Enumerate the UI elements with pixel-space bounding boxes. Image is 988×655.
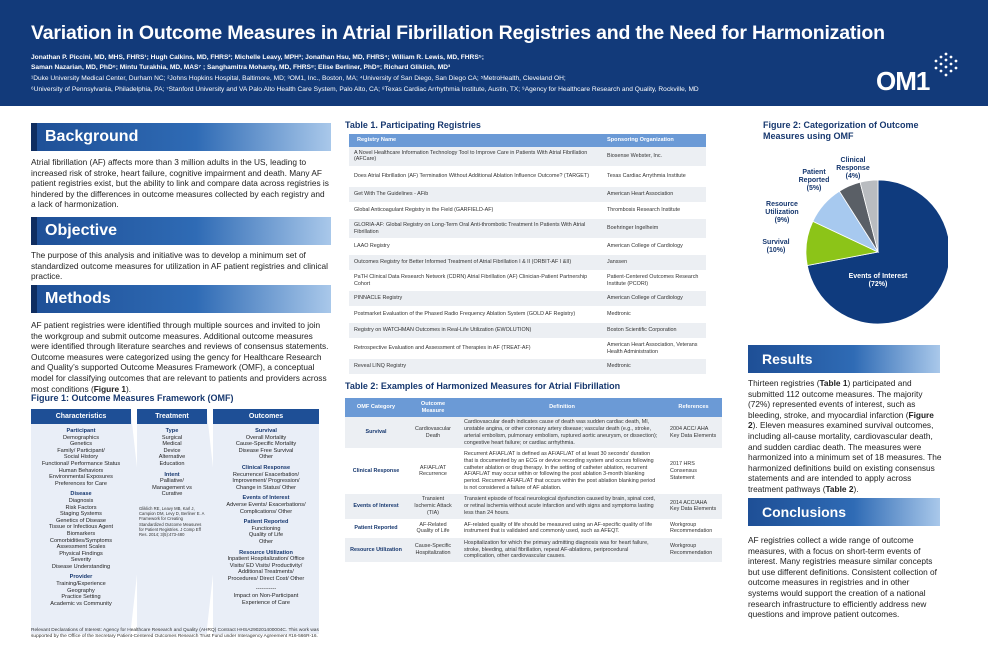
omf-outcomes-item: Change in Status/ Other — [235, 484, 296, 491]
omf-characteristics-item: Demographics — [62, 434, 100, 441]
definition-cell: Hospitalization for which the primary admitting diagnosis was for heart failure, stroke, bleeding, atrial fibrillation, repeat AF-ablations, periprocedural complication, other cardiovascular causes. — [459, 537, 665, 562]
methods-heading: Methods — [31, 285, 331, 313]
table-row — [349, 291, 706, 307]
table2-reference: Table 2 — [825, 483, 854, 494]
omf-characteristics-item: Risk Factors — [65, 504, 97, 511]
sponsor-cell: American College of Cardiology — [602, 291, 706, 307]
table-row — [345, 417, 722, 448]
sponsor-cell: Thrombosis Research Institute — [602, 203, 706, 219]
omf-characteristics-item: Tissue or Infectious Agent — [48, 524, 114, 531]
omf-characteristics-item: Training/Experience — [56, 581, 106, 588]
omf-characteristics-item: Social History — [63, 454, 99, 461]
omf-characteristics-header: Characteristics — [31, 409, 131, 424]
objective-heading: Objective — [31, 217, 331, 245]
sponsor-cell: Boehringer Ingelheim — [602, 219, 706, 239]
omf-characteristics-item: Academic vs Community — [50, 600, 112, 607]
omf-outcomes-item: Overall Mortality — [245, 434, 287, 441]
methods-text: AF patient registries were identified through multiple sources and invited to join the workgroup and submit outcome measures. Additional outcome measures were identified through literature searches and reviews of consensus statements. Outcome measures were categorized using the gency for Healthcare Research and Quality’s supported Outcome Measures Framework (OMF), a conceptual model for classifying outcomes that are relevant to patients and providers across most conditions (Figure 1). — [31, 320, 329, 394]
omf-outcomes-body — [213, 424, 319, 634]
omf-outcomes-item: Impact on Non-Participant — [233, 593, 299, 600]
omf-treatment-column — [137, 409, 207, 634]
omf-treatment-item: Palliative/ — [160, 478, 184, 485]
registry-name-cell: Get With The Guidelines - AFib — [349, 187, 602, 203]
pie-label-percent: (5%) — [806, 185, 822, 192]
reference-cell: Workgroup Recommendation — [665, 519, 722, 537]
omf-treatment-item: Management vs — [152, 484, 192, 491]
omf-outcomes-group-title: Survival — [255, 428, 277, 434]
registry-name-cell: Retrospective Evaluation and Assessment of Therapies in AF (TREAT-AF) — [349, 339, 602, 359]
table-row — [349, 167, 706, 187]
omf-characteristics-item: Human Behaviors — [58, 467, 104, 474]
table1-title: Table 1. Participating Registries — [345, 120, 481, 130]
pie-label-percent: (9%) — [774, 217, 790, 224]
figure2-reference: Figure 2 — [748, 409, 934, 431]
pie-label-text: Patient — [802, 169, 826, 176]
reference-cell: 2004 ACC/ AHA Key Data Elements — [665, 417, 722, 448]
omf-outcomes-item: Visits/ ED Visits/ Productivity/ — [229, 562, 303, 569]
sponsor-cell: American Heart Association — [602, 187, 706, 203]
pie-label-text: Clinical — [840, 157, 866, 164]
table-row — [349, 359, 706, 375]
omf-outcomes-group-title: Clinical Response — [241, 464, 291, 471]
table1-header-row — [349, 134, 706, 147]
omf-treatment-item: Education — [159, 460, 185, 467]
category-cell: Survival — [345, 417, 407, 448]
table-row — [349, 187, 706, 203]
omf-characteristics-group-title: Disease — [70, 491, 92, 498]
table-row — [345, 519, 722, 537]
omf-characteristics-column — [31, 409, 131, 634]
reference-cell: Workgroup Recommendation — [665, 537, 722, 562]
definition-cell: Recurrent AF/AFL/AT is defined as AF/AFL/AT of at least 30 seconds' duration that is documented by an ECG or device recording system and occurs following catheter ablation or drug therapy. In the setting of catheter ablation, recurrent AF/AFL/AT may occur within or following the post ablation 3-month blanking period. Recurrent AF/AFL/AT that occurs within the post ablation blanking period is not considered a failure of AF ablation. — [459, 449, 665, 494]
table-row — [349, 271, 706, 291]
omf-outcomes-item: Functioning — [251, 525, 281, 532]
omf-outcomes-header: Outcomes — [213, 409, 319, 424]
omf-characteristics-item: Practice Setting — [61, 594, 101, 601]
reference-cell: 2017 HRS Consensus Statement — [665, 449, 722, 494]
table2-header-category: OMF Category — [345, 398, 407, 417]
omf-characteristics-item: Biomarkers — [66, 530, 96, 537]
omf-outcomes-item: ----------- — [255, 586, 277, 593]
omf-outcomes-item: Other — [259, 454, 273, 461]
omf-outcomes-item: Other — [259, 538, 273, 545]
table-row — [345, 494, 722, 519]
measure-cell: Cardiovascular Death — [407, 417, 459, 448]
measure-cell: AF-Related Quality of Life — [407, 519, 459, 537]
omf-characteristics-item: Comorbidities/Symptoms — [49, 537, 113, 544]
sponsor-cell: Janssen — [602, 255, 706, 271]
results-heading: Results — [748, 345, 940, 373]
table2-header-measure: Outcome Measure — [407, 398, 459, 417]
figure1-reference: Figure 1 — [93, 383, 126, 394]
table1-header-registry: Registry Name — [349, 134, 602, 147]
omf-outcomes-group-title: Events of Interest — [242, 495, 290, 502]
omf-characteristics-item: Staging Systems — [60, 511, 102, 518]
omf-outcomes-item: Improvement/ Progression/ — [232, 478, 300, 485]
figure1-title: Figure 1: Outcome Measures Framework (OMF) — [31, 393, 234, 403]
omf-outcomes-item: Experience of Care — [242, 599, 290, 606]
disclosure-text: Relevant Declarations of Interest: Agency for Healthcare Research and Quality (AHRQ) Contract HHSA290201400004C. This work was supported by the Office of the Secretary Patient-Centered Outcomes Research Trust Fund under Interagency Agreement #16-566R-16. — [31, 628, 319, 639]
registry-name-cell: LAAO Registry — [349, 239, 602, 255]
pie-label-percent: (4%) — [845, 173, 861, 180]
figure2-title: Figure 2: Categorization of Outcome Measures using OMF — [763, 120, 919, 141]
omf-outcomes-item: Inpatient Hospitalization/ Office — [227, 556, 305, 563]
table-row — [349, 239, 706, 255]
omf-outcomes-item: Cause-Specific Mortality — [235, 441, 297, 448]
registry-name-cell: Does Atrial Fibrillation (AF) Termination Without Additional Ablation Influence Outcome? (TARGET) — [349, 167, 602, 187]
omf-characteristics-item: Genetics of Disease — [55, 517, 107, 524]
results-text: Thirteen registries (Table 1) participated and submitted 112 outcome measures. The majority (72%) represented events of interest, such as bleeding, stroke, and myocardial infarction (Figure 2). Eleven measures examined survival outcomes, including all-cause mortality, cardiovascular death, and sudden cardiac death. The measures were harmonized into a minimum set of 18 measures. The harmonized definitions build on existing consensus statements and are intended to apply across treatment pathways (Table 2). — [748, 378, 942, 494]
omf-characteristics-item: Geography — [67, 587, 95, 594]
table2-title: Table 2: Examples of Harmonized Measures for Atrial Fibrillation — [345, 381, 621, 391]
omf-outcomes-column — [213, 409, 319, 634]
omf-outcomes-item: Quality of Life — [248, 532, 284, 539]
registry-name-cell: Reveal LINQ Registry — [349, 359, 602, 375]
affiliations-line-1: ¹Duke University Medical Center, Durham NC; ²Johns Hopkins Hospital, Baltimore, MD; ³OM1, Inc., Boston, MA; ⁴University of San Diego, San Diego CA; ⁵MetroHealth, Cleveland OH; — [31, 75, 566, 82]
registry-name-cell: PINNACLE Registry — [349, 291, 602, 307]
omf-outcomes-item: Adverse Events/ Exacerbations/ — [226, 501, 306, 508]
omf-characteristics-item: Preferences for Care — [55, 480, 107, 487]
sponsor-cell: Biosense Webster, Inc. — [602, 147, 706, 167]
registry-name-cell: Postmarket Evaluation of the Phased Radio Frequency Ablation System (GOLD AF Registry) — [349, 307, 602, 323]
sponsor-cell: American College of Cardiology — [602, 239, 706, 255]
omf-outcomes-group-title: Resource Utilization — [239, 549, 293, 556]
category-cell: Patient Reported — [345, 519, 407, 537]
conclusions-heading: Conclusions — [748, 498, 940, 526]
om1-logo — [876, 52, 956, 96]
registry-name-cell: A Novel Healthcare Information Technology Tool to Improve Care in Patients With Atrial Fibrillation (AFCare) — [349, 147, 602, 167]
omf-treatment-header: Treatment — [137, 409, 207, 424]
omf-outcomes-item: Disease Free Survival — [238, 447, 294, 454]
authors-line-1: Jonathan P. Piccini, MD, MHS, FHRS¹; Hugh Calkins, MD, FHRS²; Michelle Leavy, MPH³; Jonathan Hsu, MD, FHRS⁴; William R. Lewis, MD, FHRS⁵; — [31, 54, 485, 61]
table-row — [349, 323, 706, 339]
table2-header-definition: Definition — [459, 398, 665, 417]
table2-header-references: References — [665, 398, 722, 417]
table1-header-sponsor: Sponsoring Organization — [602, 134, 706, 147]
category-cell: Events of Interest — [345, 494, 407, 519]
registry-name-cell: Registry on WATCHMAN Outcomes in Real-Life Utilization (EWOLUTION) — [349, 323, 602, 339]
omf-treatment-group-title: Type — [165, 428, 179, 434]
poster-title: Variation in Outcome Measures in Atrial Fibrillation Registries and the Need for Harmonization — [31, 22, 885, 44]
pie-label-text: Utilization — [765, 209, 799, 216]
author-list — [31, 53, 851, 72]
omf-outcomes-item: Recurrence/ Exacerbation/ — [232, 471, 300, 478]
omf-treatment-item: Device — [163, 447, 181, 454]
sponsor-cell: Medtronic — [602, 359, 706, 375]
background-heading: Background — [31, 123, 331, 151]
reference-cell: 2014 ACC/AHA Key Data Elements — [665, 494, 722, 519]
registry-name-cell: Outcomes Registry for Better Informed Treatment of Atrial Fibrillation I & II (ORBIT-AF I &II) — [349, 255, 602, 271]
omf-outcomes-item: Procedures/ Direct Cost/ Other — [227, 575, 305, 582]
omf-outcomes-item: Additional Treatments/ — [238, 569, 294, 576]
sponsor-cell: American Heart Association, Veterans Health Administration — [602, 339, 706, 359]
omf-characteristics-item: Disease Understanding — [51, 563, 111, 570]
omf-treatment-item: Curative — [161, 491, 183, 498]
table-row — [349, 339, 706, 359]
pie-label-percent: (72%) — [868, 281, 888, 288]
omf-treatment-item: Surgical — [161, 434, 183, 441]
background-text: Atrial fibrillation (AF) affects more than 3 million adults in the US, leading to increased risk of stroke, heart failure, cognitive impairment and death. Many AF patient registries exist, but the ability to link and compare data across registries is hindered by the differences in outcome measures collected by each registry and a lack of harmonization. — [31, 157, 329, 210]
pie-label-text: Resource — [766, 201, 798, 208]
omf-characteristics-item: Severity — [70, 557, 92, 564]
pie-label-text: Reported — [798, 177, 830, 184]
table-row — [349, 147, 706, 167]
objective-text: The purpose of this analysis and initiative was to develop a minimum set of standardized outcome measures for utilization in AF patient registries and clinical practice. — [31, 250, 328, 282]
omf-treatment-body — [137, 424, 207, 634]
omf-characteristics-body — [31, 424, 131, 634]
measure-cell: Cause-Specific Hospitalization — [407, 537, 459, 562]
poster-header — [0, 0, 988, 106]
registries-table — [349, 134, 706, 375]
measure-cell: AF/AFL/AT Recurrence — [407, 449, 459, 494]
omf-characteristics-item: Functional/ Performance Status — [41, 460, 121, 467]
logo-text: OM1 — [876, 66, 930, 96]
omf-characteristics-group-title: Participant — [66, 428, 96, 434]
table-row — [345, 449, 722, 494]
registry-name-cell: GLORIA-AF: Global Registry on Long-Term Oral Anti-thrombotic Treatment In Patients With Atrial Fibrillation — [349, 219, 602, 239]
table-row — [349, 307, 706, 323]
pie-label-text: Survival — [762, 239, 790, 246]
category-cell: Resource Utilization — [345, 537, 407, 562]
logo-dots-icon — [933, 52, 959, 78]
table2-header-row — [345, 398, 722, 417]
table-row — [345, 537, 722, 562]
category-cell: Clinical Response — [345, 449, 407, 494]
omf-treatment-citation: Gliklich RE, Leavy MB, Karl J, Campion DM, Levy D, Berliner E. A Framework for Creating Standardized Outcome Measures for Patient Registries. J Comp Eff Res. 2014; 3(5):473-480 — [139, 505, 205, 537]
conclusions-text: AF registries collect a wide range of outcome measures, with a focus on short-term events of interest. Many registries measure similar concepts but use different definitions. Consistent collection of outcome measures in registries and in other systems would support the creation of a national research infrastructure to efficiently address new questions and improve patient outcomes. — [748, 535, 937, 620]
pie-label-text: Events of Interest — [848, 273, 908, 280]
pie-label-text: Response — [836, 165, 870, 172]
definition-cell: Transient episode of focal neurological dysfunction caused by brain, spinal cord, or retinal ischemia without acute infarction and with signs and symptoms lasting less than 24 hours. — [459, 494, 665, 519]
omf-outcomes-item: Complications/ Other — [239, 508, 293, 515]
affiliations — [31, 73, 851, 95]
registry-name-cell: Global Anticoagulant Registry in the Field (GARFIELD-AF) — [349, 203, 602, 219]
omf-characteristics-item: Assessment Scales — [56, 544, 106, 551]
affiliations-line-2: ⁶University of Pennsylvania, Philadelphia, PA; ⁷Stanford University and VA Palo Alto Health Care System, Palo Alto, CA; ⁸Texas Cardiac Arrhythmia Institute, Austin, TX; ⁹Agency for Healthcare Research and Quality, Rockville, MD — [31, 86, 699, 93]
definition-cell: AF-related quality of life should be measured using an AF-specific quality of life instrument that is validated and commonly used, such as AFEQT. — [459, 519, 665, 537]
sponsor-cell: Texas Cardiac Arrythmia Institute — [602, 167, 706, 187]
measure-cell: Transient Ischemic Attack (TIA) — [407, 494, 459, 519]
table-row — [349, 255, 706, 271]
omf-outcomes-group-title: Patient Reported — [243, 519, 289, 526]
sponsor-cell: Medtronic — [602, 307, 706, 323]
table1-reference: Table 1 — [819, 378, 848, 388]
authors-line-2: Saman Nazarian, MD, PhD⁶; Mintu Turakhia, MD, MAS⁷ ; Sanghamitra Mohanty, MD, FHRS⁸; Elise Berliner, PhD⁹; Richard Gliklich, MD³ — [31, 63, 451, 71]
outcome-categories-pie-chart — [748, 150, 948, 325]
registry-name-cell: PaTH Clinical Data Research Network (CDRN) Atrial Fibrillation (AF) Clinician-Patient Partnership Cohort — [349, 271, 602, 291]
omf-treatment-item: Medical — [162, 441, 182, 448]
omf-characteristics-item: Family/ Participant/ — [57, 447, 105, 454]
omf-treatment-item: Alternative — [158, 454, 186, 461]
definition-cell: Cardiovascular death indicates cause of death was sudden cardiac death, MI, unstable angina, or other coronary artery disease; vascular death (e.g., stroke, arterial embolism, pulmonary embolism, ruptured aortic aneurysm, or dissection); congestive heart failure; or cardiac arrhythmia. — [459, 417, 665, 448]
table-row — [349, 203, 706, 219]
omf-characteristics-item: Diagnosis — [68, 497, 94, 504]
pie-label-percent: (10%) — [766, 247, 786, 254]
omf-characteristics-item: Environmental Exposures — [49, 474, 113, 481]
harmonized-measures-table — [345, 398, 722, 563]
sponsor-cell: Patient-Centered Outcomes Research Institute (PCORI) — [602, 271, 706, 291]
omf-characteristics-group-title: Provider — [69, 574, 93, 581]
omf-characteristics-item: Genetics — [69, 441, 93, 448]
omf-treatment-group-title: Intent — [164, 471, 180, 478]
table-row — [349, 219, 706, 239]
omf-characteristics-item: Physical Findings — [59, 550, 103, 557]
sponsor-cell: Boston Scientific Corporation — [602, 323, 706, 339]
